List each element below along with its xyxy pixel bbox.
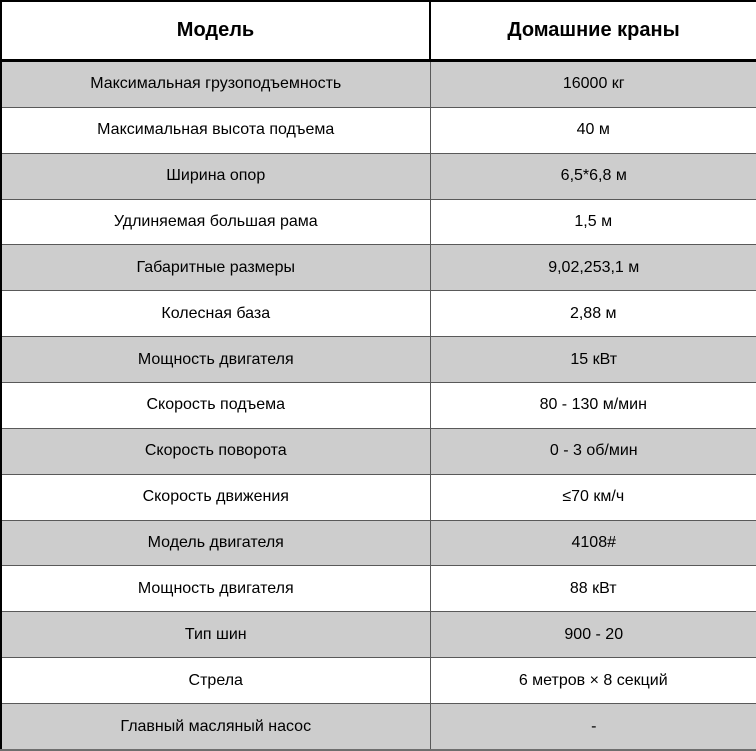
- spec-value-cell: 6,5*6,8 м: [430, 153, 756, 199]
- spec-label-cell: Тип шин: [1, 612, 430, 658]
- spec-value-cell: 2,88 м: [430, 291, 756, 337]
- spec-value-cell: 0 - 3 об/мин: [430, 428, 756, 474]
- column-header-model: Модель: [1, 1, 430, 61]
- table-row: [1, 61, 756, 108]
- table-row: [1, 658, 756, 704]
- spec-label-cell: Мощность двигателя: [1, 566, 430, 612]
- table-body: [1, 61, 756, 751]
- spec-label-cell: Габаритные размеры: [1, 245, 430, 291]
- spec-label-cell: Максимальная высота подъема: [1, 107, 430, 153]
- spec-label-cell: Мощность двигателя: [1, 337, 430, 383]
- table-row: [1, 337, 756, 383]
- spec-label-cell: Скорость движения: [1, 474, 430, 520]
- table-row: [1, 612, 756, 658]
- table-row: [1, 520, 756, 566]
- table-row: [1, 199, 756, 245]
- spec-value-cell: -: [430, 704, 756, 750]
- spec-value-cell: 80 - 130 м/мин: [430, 383, 756, 429]
- spec-value-cell: 16000 кг: [430, 61, 756, 108]
- spec-label-cell: Скорость подъема: [1, 383, 430, 429]
- spec-label-cell: Главный масляный насос: [1, 704, 430, 750]
- spec-value-cell: 88 кВт: [430, 566, 756, 612]
- spec-label-cell: Ширина опор: [1, 153, 430, 199]
- column-header-value: Домашние краны: [430, 1, 756, 61]
- spec-label-cell: Модель двигателя: [1, 520, 430, 566]
- table-row: [1, 474, 756, 520]
- spec-value-cell: 900 - 20: [430, 612, 756, 658]
- header-row: [1, 1, 756, 61]
- spec-value-cell: 9,02,253,1 м: [430, 245, 756, 291]
- table-row: [1, 291, 756, 337]
- spec-label-cell: Стрела: [1, 658, 430, 704]
- spec-value-cell: 1,5 м: [430, 199, 756, 245]
- table-header: [1, 1, 756, 61]
- spec-value-cell: 6 метров × 8 секций: [430, 658, 756, 704]
- spec-value-cell: 15 кВт: [430, 337, 756, 383]
- table-row: [1, 153, 756, 199]
- table-row: [1, 566, 756, 612]
- table-row: [1, 107, 756, 153]
- spec-value-cell: 4108#: [430, 520, 756, 566]
- table-row: [1, 428, 756, 474]
- spec-label-cell: Колесная база: [1, 291, 430, 337]
- spec-value-cell: ≤70 км/ч: [430, 474, 756, 520]
- spec-label-cell: Удлиняемая большая рама: [1, 199, 430, 245]
- table-row: [1, 383, 756, 429]
- table-row: [1, 704, 756, 750]
- spec-label-cell: Максимальная грузоподъемность: [1, 61, 430, 108]
- spec-value-cell: 40 м: [430, 107, 756, 153]
- table-row: [1, 245, 756, 291]
- spec-label-cell: Скорость поворота: [1, 428, 430, 474]
